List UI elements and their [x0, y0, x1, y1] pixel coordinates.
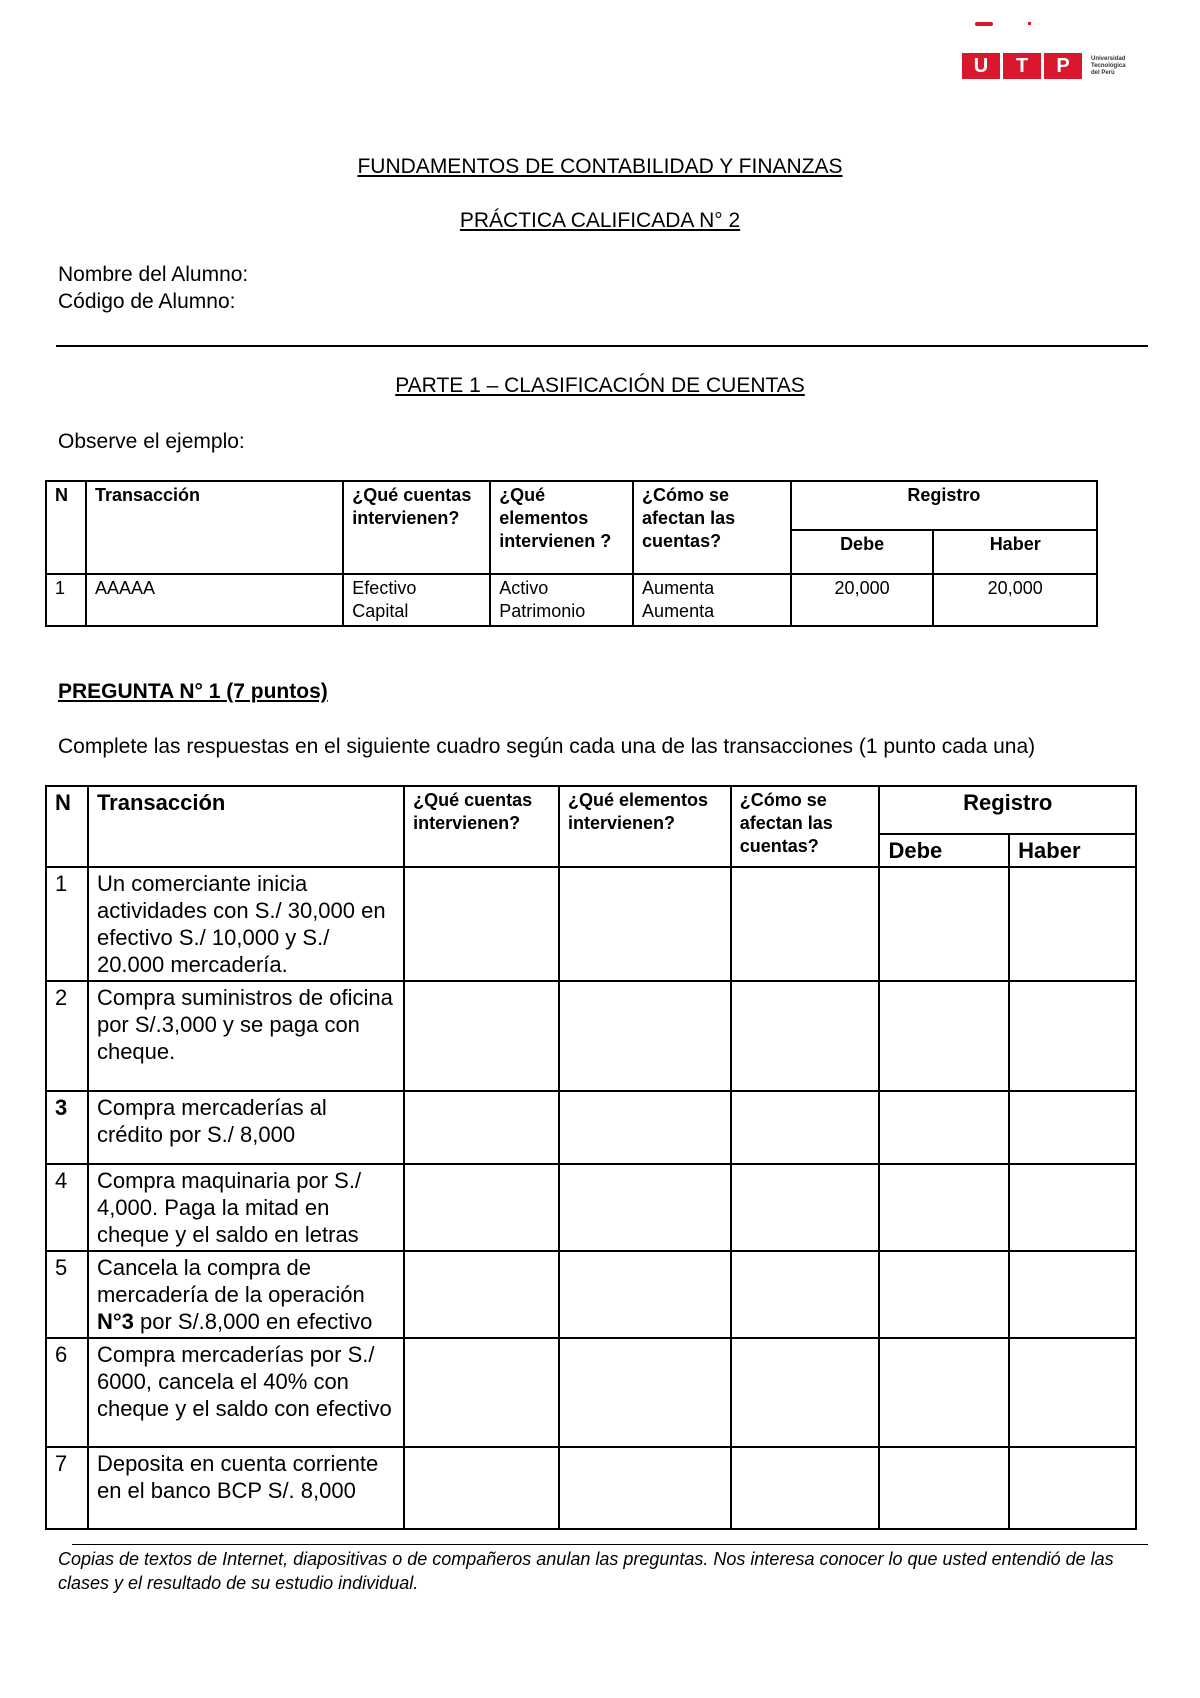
answer-cell-elementos[interactable]	[559, 1164, 731, 1251]
row-transaction: Un comerciante inicia actividades con S./ 30,000 en efectivo S./ 10,000 y S./ 20.000 mercadería.	[88, 867, 404, 981]
answer-cell-cuentas[interactable]	[404, 1338, 559, 1447]
answer-cell-elementos[interactable]	[559, 1338, 731, 1447]
logo-dot	[1028, 22, 1031, 25]
header-cuentas: ¿Qué cuentas intervienen?	[343, 481, 490, 574]
row-transaction: Compra suministros de oficina por S/.3,000 y se paga con cheque.	[88, 981, 404, 1091]
header-afectan: ¿Cómo se afectan las cuentas?	[633, 481, 791, 574]
answer-cell-debe[interactable]	[879, 1338, 1009, 1447]
cell-line: Capital	[352, 601, 409, 621]
row-text: por S/.8,000 en efectivo	[133, 1309, 373, 1334]
cell-line: Aumenta	[642, 578, 715, 598]
header-haber: Haber	[933, 530, 1097, 574]
row-number: 1	[46, 867, 88, 981]
row-number: 5	[46, 1251, 88, 1338]
header-transaccion: Transacción	[88, 786, 404, 867]
answer-cell-afectan[interactable]	[731, 1338, 880, 1447]
answer-cell-cuentas[interactable]	[404, 1164, 559, 1251]
table-row	[46, 1338, 1136, 1447]
answer-cell-afectan[interactable]	[731, 1164, 880, 1251]
logo-letter: U	[962, 53, 1000, 79]
answer-cell-debe[interactable]	[879, 1447, 1009, 1529]
logo-mark	[975, 22, 993, 26]
row-transaction	[88, 1251, 404, 1338]
header-transaccion: Transacción	[86, 481, 343, 574]
header-afectan: ¿Cómo se afectan las cuentas?	[731, 786, 880, 867]
header-elementos: ¿Qué elementos intervienen?	[559, 786, 731, 867]
question1-points: (7 puntos)	[226, 680, 328, 703]
answer-cell-haber[interactable]	[1009, 1447, 1136, 1529]
answer-cell-cuentas[interactable]	[404, 1091, 559, 1164]
example-afectan	[633, 574, 791, 626]
header-cuentas: ¿Qué cuentas intervienen?	[404, 786, 559, 867]
row-text-bold: N°3	[96, 1309, 134, 1334]
answer-cell-debe[interactable]	[879, 1091, 1009, 1164]
course-title: FUNDAMENTOS DE CONTABILIDAD Y FINANZAS	[357, 155, 843, 178]
row-number: 6	[46, 1338, 88, 1447]
logo-sub-line: Universidad	[1091, 55, 1126, 62]
example-cuentas	[343, 574, 490, 626]
answer-cell-cuentas[interactable]	[404, 981, 559, 1091]
row-number: 7	[46, 1447, 88, 1529]
answer-cell-haber[interactable]	[1009, 1338, 1136, 1447]
answer-cell-afectan[interactable]	[731, 981, 880, 1091]
row-number: 2	[46, 981, 88, 1091]
header-registro: Registro	[791, 481, 1097, 530]
answer-cell-debe[interactable]	[879, 1251, 1009, 1338]
question1-title	[58, 680, 328, 704]
row-transaction: Compra mercaderías al crédito por S./ 8,000	[88, 1091, 404, 1164]
header-n: N	[46, 481, 86, 574]
header-haber: Haber	[1009, 834, 1136, 867]
answer-cell-afectan[interactable]	[731, 1447, 880, 1529]
logo-subtitle	[1091, 56, 1126, 77]
logo-sub-line: del Perú	[1091, 69, 1115, 76]
cell-line: Activo	[499, 578, 549, 598]
logo-sub-line: Tecnológica	[1091, 62, 1126, 69]
header-elementos: ¿Qué elementos intervienen ?	[490, 481, 633, 574]
answer-cell-elementos[interactable]	[559, 867, 731, 981]
logo-letter: P	[1044, 53, 1082, 79]
row-number: 3	[46, 1091, 88, 1164]
table-row	[46, 1164, 1136, 1251]
question1-label: PREGUNTA N° 1	[58, 680, 221, 703]
practice-title: PRÁCTICA CALIFICADA N° 2	[459, 209, 741, 232]
divider	[56, 345, 1148, 347]
answer-cell-elementos[interactable]	[559, 981, 731, 1091]
row-transaction: Deposita en cuenta corriente en el banco BCP S/. 8,000	[88, 1447, 404, 1529]
answer-cell-afectan[interactable]	[731, 1091, 880, 1164]
answer-cell-debe[interactable]	[879, 867, 1009, 981]
answer-cell-cuentas[interactable]	[404, 1251, 559, 1338]
answer-cell-haber[interactable]	[1009, 867, 1136, 981]
header-debe: Debe	[791, 530, 934, 574]
answer-cell-elementos[interactable]	[559, 1447, 731, 1529]
answer-cell-elementos[interactable]	[559, 1091, 731, 1164]
header-debe: Debe	[879, 834, 1009, 867]
utp-logo	[962, 52, 1126, 80]
cell-line: Aumenta	[642, 601, 715, 621]
part1-intro: Observe el ejemplo:	[58, 430, 245, 453]
question1-instruction: Complete las respuestas en el siguiente cuadro según cada una de las transacciones (1 punto cada una)	[58, 735, 1036, 758]
cell-line: Efectivo	[352, 578, 417, 598]
student-code-label: Código de Alumno:	[58, 290, 236, 313]
part1-title: PARTE 1 – CLASIFICACIÓN DE CUENTAS	[395, 374, 805, 397]
footer-divider	[72, 1544, 1148, 1545]
answer-cell-haber[interactable]	[1009, 1091, 1136, 1164]
example-n: 1	[46, 574, 86, 626]
example-haber: 20,000	[933, 574, 1097, 626]
example-transaccion: AAAAA	[86, 574, 343, 626]
row-text: Cancela la compra de mercadería de la operación	[96, 1255, 365, 1307]
table-row	[46, 1091, 1136, 1164]
answer-cell-cuentas[interactable]	[404, 1447, 559, 1529]
example-debe: 20,000	[791, 574, 934, 626]
answer-cell-elementos[interactable]	[559, 1251, 731, 1338]
answer-cell-cuentas[interactable]	[404, 867, 559, 981]
logo-letter: T	[1003, 53, 1041, 79]
row-transaction: Compra mercaderías por S./ 6000, cancela el 40% con cheque y el saldo con efectivo	[88, 1338, 404, 1447]
answer-cell-afectan[interactable]	[731, 867, 880, 981]
answer-table	[45, 785, 1137, 1530]
answer-cell-debe[interactable]	[879, 1164, 1009, 1251]
table-row	[46, 867, 1136, 981]
answer-cell-afectan[interactable]	[731, 1251, 880, 1338]
table-row	[46, 1447, 1136, 1529]
row-number: 4	[46, 1164, 88, 1251]
row-transaction: Compra maquinaria por S./ 4,000. Paga la mitad en cheque y el saldo en letras	[88, 1164, 404, 1251]
answer-cell-haber[interactable]	[1009, 1164, 1136, 1251]
student-name-label: Nombre del Alumno:	[58, 263, 249, 286]
table-row	[46, 1251, 1136, 1338]
answer-cell-haber[interactable]	[1009, 981, 1136, 1091]
cell-line: Patrimonio	[499, 601, 586, 621]
header-n: N	[46, 786, 88, 867]
example-elementos	[490, 574, 633, 626]
answer-cell-haber[interactable]	[1009, 1251, 1136, 1338]
example-table	[45, 480, 1098, 627]
answer-cell-debe[interactable]	[879, 981, 1009, 1091]
header-registro: Registro	[879, 786, 1136, 834]
footer-note: Copias de textos de Internet, diapositivas o de compañeros anulan las preguntas. Nos interesa conocer lo que usted entendió de las clases y el resultado de su estudio individual.	[58, 1549, 1114, 1593]
table-row	[46, 981, 1136, 1091]
